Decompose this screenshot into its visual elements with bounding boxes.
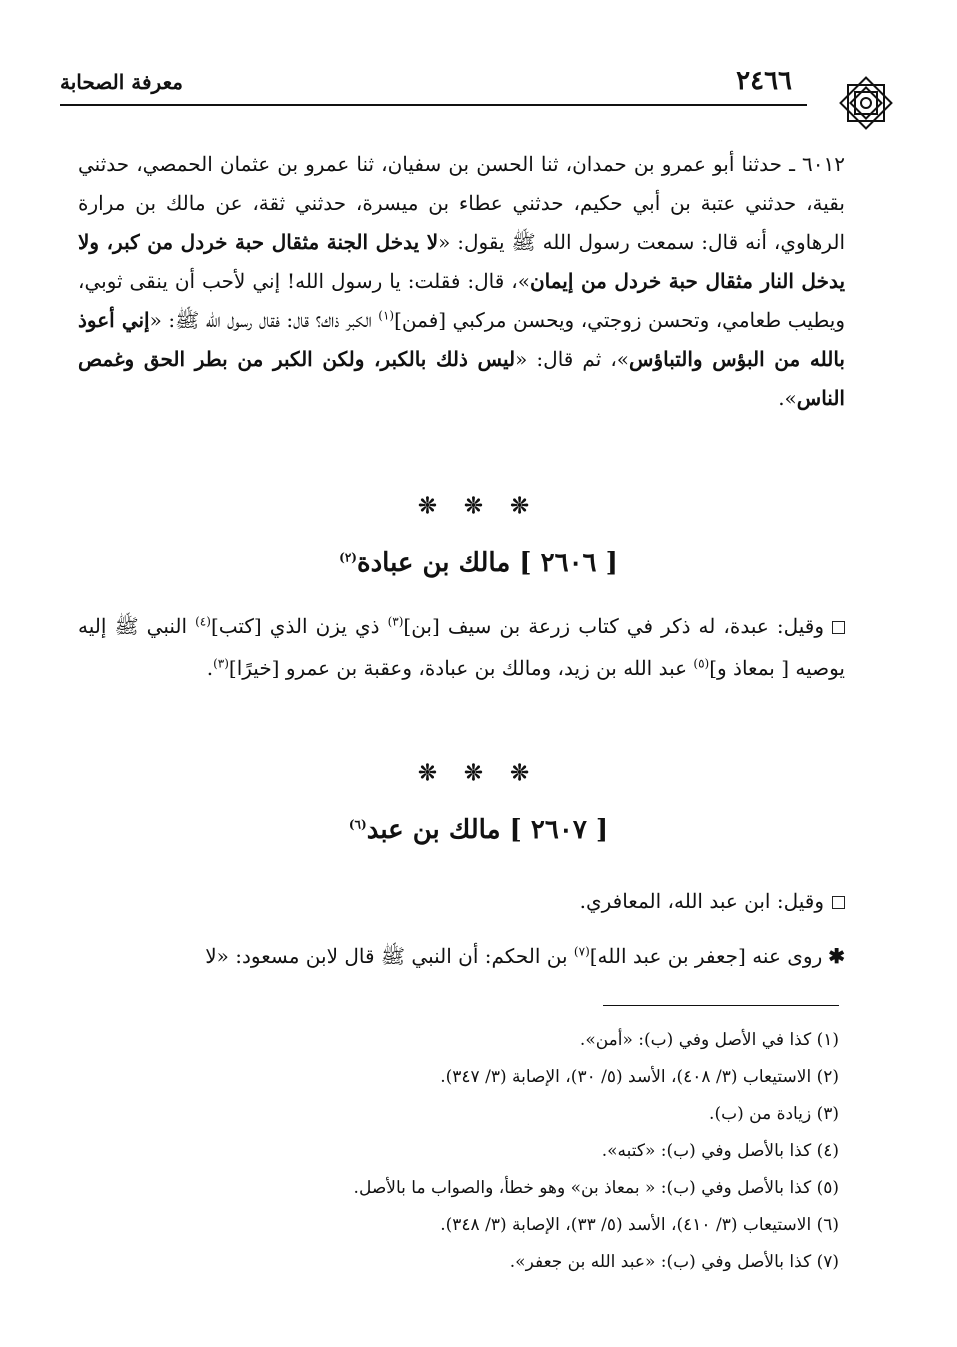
- entry-body: [78, 605, 845, 689]
- entry-text: ذي يزن الذي [كتب]: [210, 614, 388, 638]
- octagram-ornament-icon: [835, 72, 897, 134]
- entry-text: عبد الله بن زيد، ومالك بن عبادة، وعقبة بن عمرو [خيرًا]: [228, 656, 694, 680]
- hadith-text: »، قال: فقلت: يا رسول الله! إني لأحب أن ينقى ثوبي، ويطيب طعامي، وتحسن زوجتي، ويحسن مركبي [فمن]: [78, 269, 845, 332]
- footnote-ref: (٧): [573, 944, 590, 959]
- footnote: (٧) كذا بالأصل وفي (ب): «عبد الله بن جعفر».: [509, 1252, 839, 1272]
- footnote-ref: (٢): [339, 550, 357, 565]
- footnote: (٦) الاستيعاب (٣/ ٤١٠)، الأسد (٥/ ٣٣)، الإصابة (٣/ ٣٤٨).: [440, 1215, 839, 1235]
- entry-title: [0, 815, 957, 845]
- footnote-ref: (٦): [348, 817, 367, 832]
- square-bullet-icon: [832, 896, 845, 909]
- footnotes: [78, 1022, 839, 1281]
- hadith-text: ».: [778, 386, 797, 410]
- footnote-ref: (٣): [213, 656, 229, 671]
- page-number: ٢٤٦٦: [736, 66, 792, 96]
- footnote: (٥) كذا بالأصل وفي (ب): « بمعاذ بن» وهو خطأ، والصواب ما بالأصل.: [353, 1178, 839, 1198]
- footnote-rule: [603, 1005, 839, 1006]
- hadith-paragraph: [78, 145, 845, 418]
- section-separator: ❊ ❊ ❊: [418, 493, 539, 519]
- hadith-quote: إني أعوذ بالله من البؤس والتباؤس: [78, 308, 845, 371]
- header-rule: [60, 104, 807, 106]
- footnote-ref: (٥): [693, 656, 710, 671]
- footnote: (٤) كذا بالأصل وفي (ب): «كتبه».: [601, 1141, 839, 1161]
- entry-text: وقيل: ابن عبد الله، المعافري.: [579, 889, 824, 913]
- entry-body: [78, 880, 845, 922]
- entry-title: [0, 548, 957, 578]
- asterisk-bullet-icon: ✱: [828, 944, 845, 968]
- entry-text: بن الحكم: أن النبي ﷺ قال لابن مسعود: «لا: [205, 944, 574, 968]
- hadith-quote: لا يدخل الجنة مثقال حبة خردل من كبر، ولا يدخل النار مثقال حبة خردل من إيمان: [78, 230, 846, 293]
- footnote-ref: (٣): [387, 614, 404, 629]
- entry-text: وقيل: عبدة، له ذكر في كتاب زرعة بن سيف [بن]: [403, 614, 825, 638]
- entry-body: [78, 935, 845, 977]
- hadith-text: الكبر ذاك؟ قال: فقال رسول الله ﷺ: «: [149, 308, 379, 332]
- footnote: (٣) زيادة من (ب).: [709, 1104, 839, 1124]
- entry-title-text: [ ٢٦٠٧ ] مالك بن عبد: [366, 815, 609, 845]
- hadith-text: »، ثم قال: «: [515, 347, 630, 371]
- footnote-ref: (١): [378, 308, 395, 323]
- footnote: (١) كذا في الأصل وفي (ب): «أمن».: [579, 1030, 839, 1050]
- page-header: [60, 60, 897, 100]
- entry-text: النبي ﷺ إليه يوصيه [ بمعاذ و]: [78, 614, 845, 680]
- footnote-ref: (٤): [195, 614, 211, 629]
- square-bullet-icon: [832, 621, 845, 634]
- entry-title-text: [ ٢٦٠٦ ] مالك بن عبادة: [356, 548, 618, 578]
- section-separator: ❊ ❊ ❊: [418, 760, 539, 786]
- footnote: (٢) الاستيعاب (٣/ ٤٠٨)، الأسد (٥/ ٣٠)، الإصابة (٣/ ٣٤٧).: [440, 1067, 839, 1087]
- entry-text: روى عنه [جعفر بن عبد الله]: [589, 944, 823, 968]
- entry-text: .: [206, 656, 214, 680]
- hadith-text: ٦٠١٢ ـ حدثنا أبو عمرو بن حمدان، ثنا الحسن بن سفيان، ثنا عمرو بن عثمان الحمصي، حدثني بقية، حدثني عتبة بن أبي حكيم، حدثني عطاء بن ميسرة، حدثني ثقة، عن مالك بن مرارة الرهاوي، أنه قال: سمعت رسول الله ﷺ يقول: «: [78, 152, 845, 254]
- running-title: معرفة الصحابة: [60, 70, 183, 94]
- hadith-quote: ليس ذلك بالكبر، ولكن الكبر من بطر الحق وغمص الناس: [78, 347, 845, 410]
